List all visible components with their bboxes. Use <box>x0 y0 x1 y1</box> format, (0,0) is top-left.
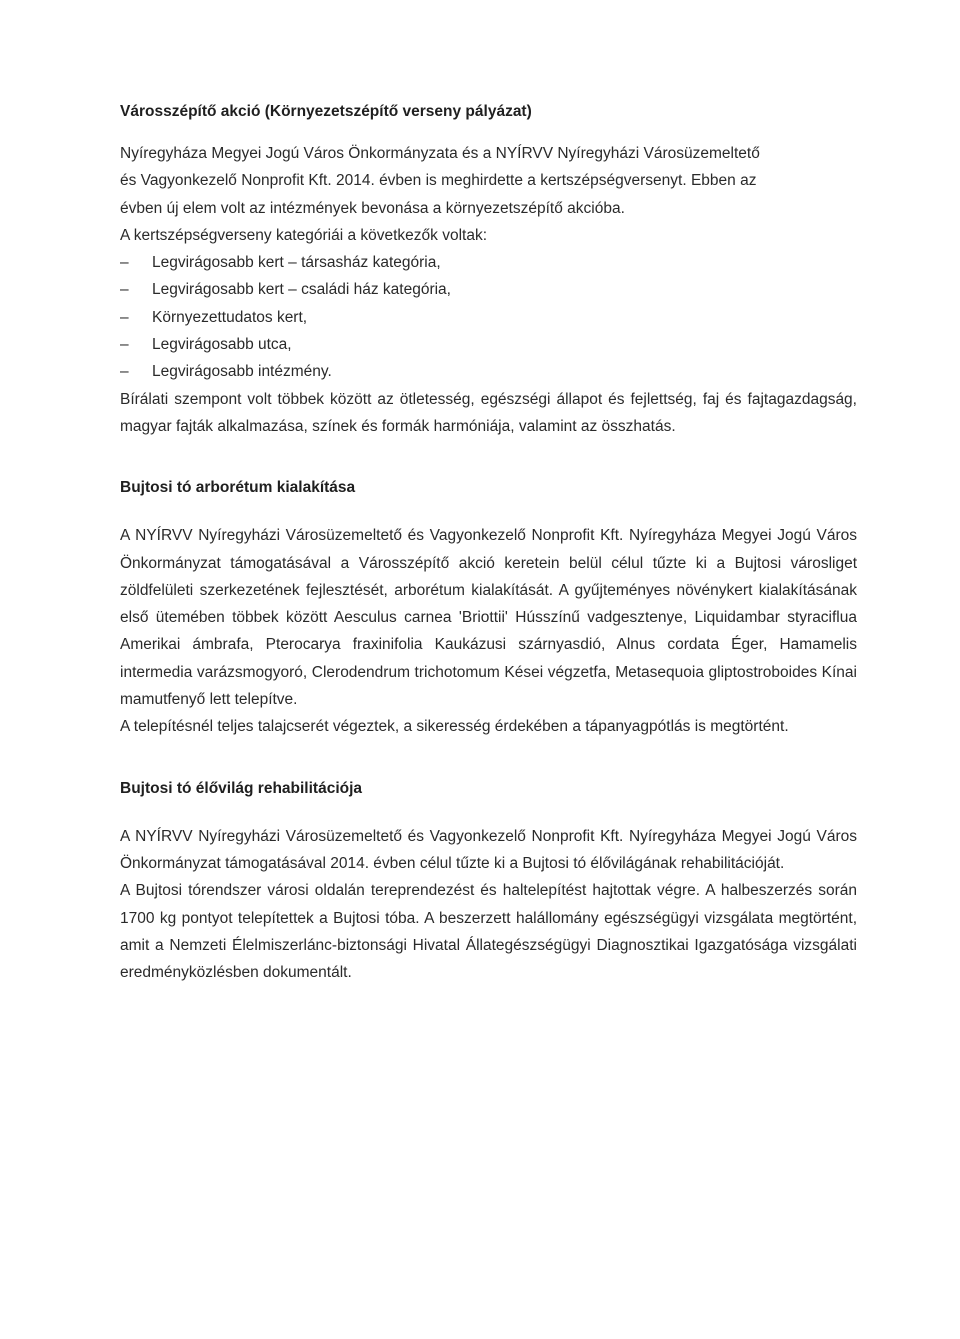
dash-bullet: – <box>120 308 129 326</box>
list-item <box>120 358 857 385</box>
category-list <box>120 249 857 385</box>
section-title: Bujtosi tó élővilág rehabilitációja <box>120 779 363 797</box>
list-item <box>120 249 857 276</box>
dash-bullet: – <box>120 336 129 354</box>
list-item-text: Legvirágosabb utca, <box>152 336 292 354</box>
list-item <box>120 331 857 358</box>
list-item <box>120 276 857 303</box>
section-title: Városszépítő akció (Környezetszépítő verseny pályázat) <box>120 103 532 120</box>
intro-line: évben új elem volt az intézmények bevonása a környezetszépítő akcióba. <box>120 199 625 217</box>
intro-line: és Vagyonkezelő Nonprofit Kft. 2014. évben is meghirdette a kertszépségversenyt. Ebben az <box>120 172 757 190</box>
body-paragraph: A NYÍRVV Nyíregyházi Városüzemeltető és Vagyonkezelő Nonprofit Kft. Nyíregyháza Megyei Jogú Város Önkormányzat támogatásával a Városszépítő akció keretein belül célul tűzte ki a Bujtosi városliget zöldfelületi szerkezetének fejlesztését, arborétum kialakítását. A gyűjteményes növénykert kialakításának első ütemében többek között Aesculus carnea 'Briottii' Hússzínű vadgesztenye, Liquidambar styraciflua Amerikai ámbrafa, Pterocarya fraxinifolia Kaukázusi szárnyasdió, Alnus cordata Éger, Hamamelis intermedia varázsmogyoró, Clerodendrum trichotomum Kései végzetfa, Metasequoia gliptostroboides Kínai mamutfenyő lett telepítve. <box>120 527 857 709</box>
dash-bullet: – <box>120 281 129 299</box>
list-item-text: Legvirágosabb kert – családi ház kategória, <box>152 281 451 299</box>
dash-bullet: – <box>120 363 129 381</box>
body-paragraph: A NYÍRVV Nyíregyházi Városüzemeltető és Vagyonkezelő Nonprofit Kft. Nyíregyháza Megyei Jogú Város Önkormányzat támogatásával 2014. évben célul tűzte ki a Bujtosi tó élővilágának rehabilitációját. <box>120 827 857 872</box>
section-title: Bujtosi tó arborétum kialakítása <box>120 479 356 497</box>
list-item <box>120 304 857 331</box>
dash-bullet: – <box>120 254 129 272</box>
body-paragraph: A telepítésnél teljes talajcserét végeztek, a sikeresség érdekében a tápanyagpótlás is megtörtént. <box>120 718 789 736</box>
document-page <box>120 98 857 986</box>
list-intro: A kertszépségverseny kategóriái a következők voltak: <box>120 226 488 244</box>
list-item-text: Környezettudatos kert, <box>152 308 308 326</box>
body-paragraph: A Bujtosi tórendszer városi oldalán tereprendezést és haltelepítést hajtottak végre. A halbeszerzés során 1700 kg pontyot telepítettek a Bujtosi tóba. A beszerzett halállomány egészségügyi vizsgálata megtörtént, amit a Nemzeti Élelmiszerlánc-biztonsági Hivatal Állategészségügyi Diagnosztikai Igazgatósága vizsgálati eredményközlésben dokumentált. <box>120 882 857 982</box>
evaluation-paragraph: Bírálati szempont volt többek között az ötletesség, egészségi állapot és fejlettség, faj és fajtagazdagság, magyar fajták alkalmazása, színek és formák harmóniája, valamint az összhatás. <box>120 390 857 435</box>
list-item-text: Legvirágosabb intézmény. <box>152 363 332 381</box>
intro-line: Nyíregyháza Megyei Jogú Város Önkormányzata és a NYÍRVV Nyíregyházi Városüzemeltető <box>120 145 760 162</box>
list-item-text: Legvirágosabb kert – társasház kategória, <box>152 254 441 272</box>
